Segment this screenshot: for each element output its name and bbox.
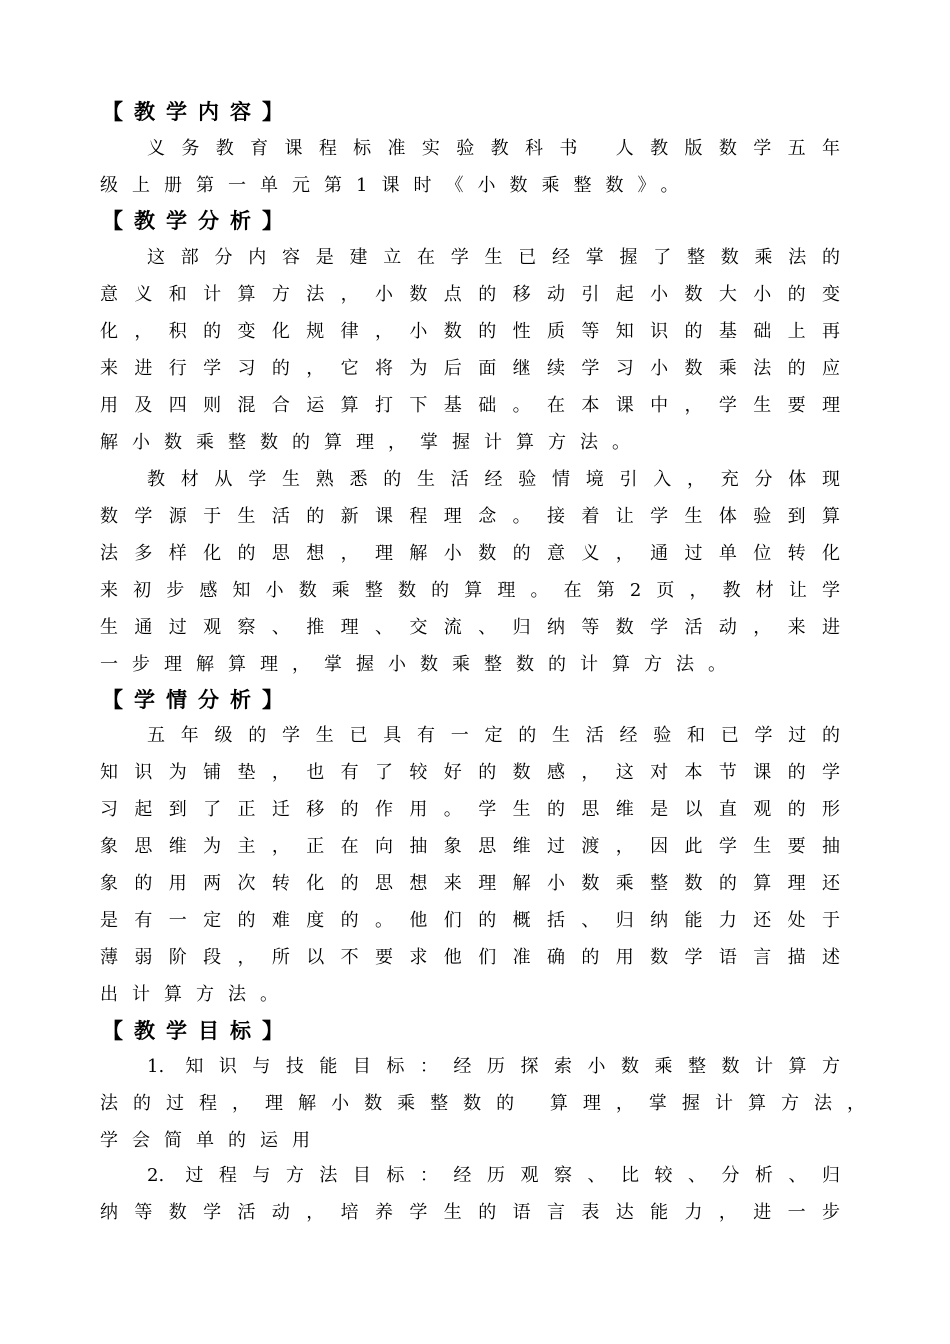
heading-teaching-content: 【教学内容】 (102, 100, 294, 124)
heading-teaching-analysis: 【教学分析】 (102, 209, 294, 233)
paragraph-line: 薄弱阶段，所以不要求他们准确的用数学语言描述 (100, 947, 840, 968)
paragraph-line: 2. 过程与方法目标：经历观察、比较、分析、归 (147, 1165, 840, 1186)
paragraph-line: 意义和计算方法，小数点的移动引起小数大小的变 (100, 284, 840, 305)
paragraph-line: 来初步感知小数乘整数的算理。在第2页，教材让学 (100, 580, 840, 601)
paragraph-line: 学会简单的运用 (100, 1130, 324, 1151)
paragraph-line: 法的过程，理解小数乘整数的 算理，掌握计算方法， (100, 1093, 865, 1114)
paragraph-line: 一步理解算理，掌握小数乘整数的计算方法。 (100, 654, 740, 675)
heading-student-analysis: 【学情分析】 (102, 688, 294, 712)
paragraph-line: 生通过观察、推理、交流、归纳等数学活动，来进 (100, 617, 840, 638)
paragraph-line: 习起到了正迁移的作用。学生的思维是以直观的形 (100, 799, 840, 820)
paragraph-line: 知识为铺垫，也有了较好的数感，这对本节课的学 (100, 762, 840, 783)
paragraph-line: 教材从学生熟悉的生活经验情境引入，充分体现 (147, 469, 840, 490)
paragraph-line: 来进行学习的，它将为后面继续学习小数乘法的应 (100, 358, 840, 379)
paragraph-line: 级上册第一单元第1课时《小数乘整数》。 (100, 175, 693, 196)
heading-teaching-goals: 【教学目标】 (102, 1019, 294, 1043)
paragraph-line: 化，积的变化规律，小数的性质等知识的基础上再 (100, 321, 840, 342)
paragraph-line: 出计算方法。 (100, 984, 292, 1005)
paragraph-line: 1. 知识与技能目标：经历探索小数乘整数计算方 (147, 1056, 840, 1077)
paragraph-line: 解小数乘整数的算理，掌握计算方法。 (100, 432, 644, 453)
paragraph-line: 象思维为主，正在向抽象思维过渡，因此学生要抽 (100, 836, 840, 857)
paragraph-line: 五年级的学生已具有一定的生活经验和已学过的 (147, 725, 840, 746)
paragraph-line: 义务教育课程标准实验教科书 人教版数学五年 (147, 138, 840, 159)
paragraph-line: 象的用两次转化的思想来理解小数乘整数的算理还 (100, 873, 840, 894)
paragraph-line: 法多样化的思想，理解小数的意义，通过单位转化 (100, 543, 840, 564)
paragraph-line: 数学源于生活的新课程理念。接着让学生体验到算 (100, 506, 840, 527)
paragraph-line: 是有一定的难度的。他们的概括、归纳能力还处于 (100, 910, 840, 931)
paragraph-line: 这部分内容是建立在学生已经掌握了整数乘法的 (147, 247, 840, 268)
paragraph-line: 用及四则混合运算打下基础。在本课中，学生要理 (100, 395, 840, 416)
paragraph-line: 纳等数学活动，培养学生的语言表达能力，进一步 (100, 1202, 840, 1223)
